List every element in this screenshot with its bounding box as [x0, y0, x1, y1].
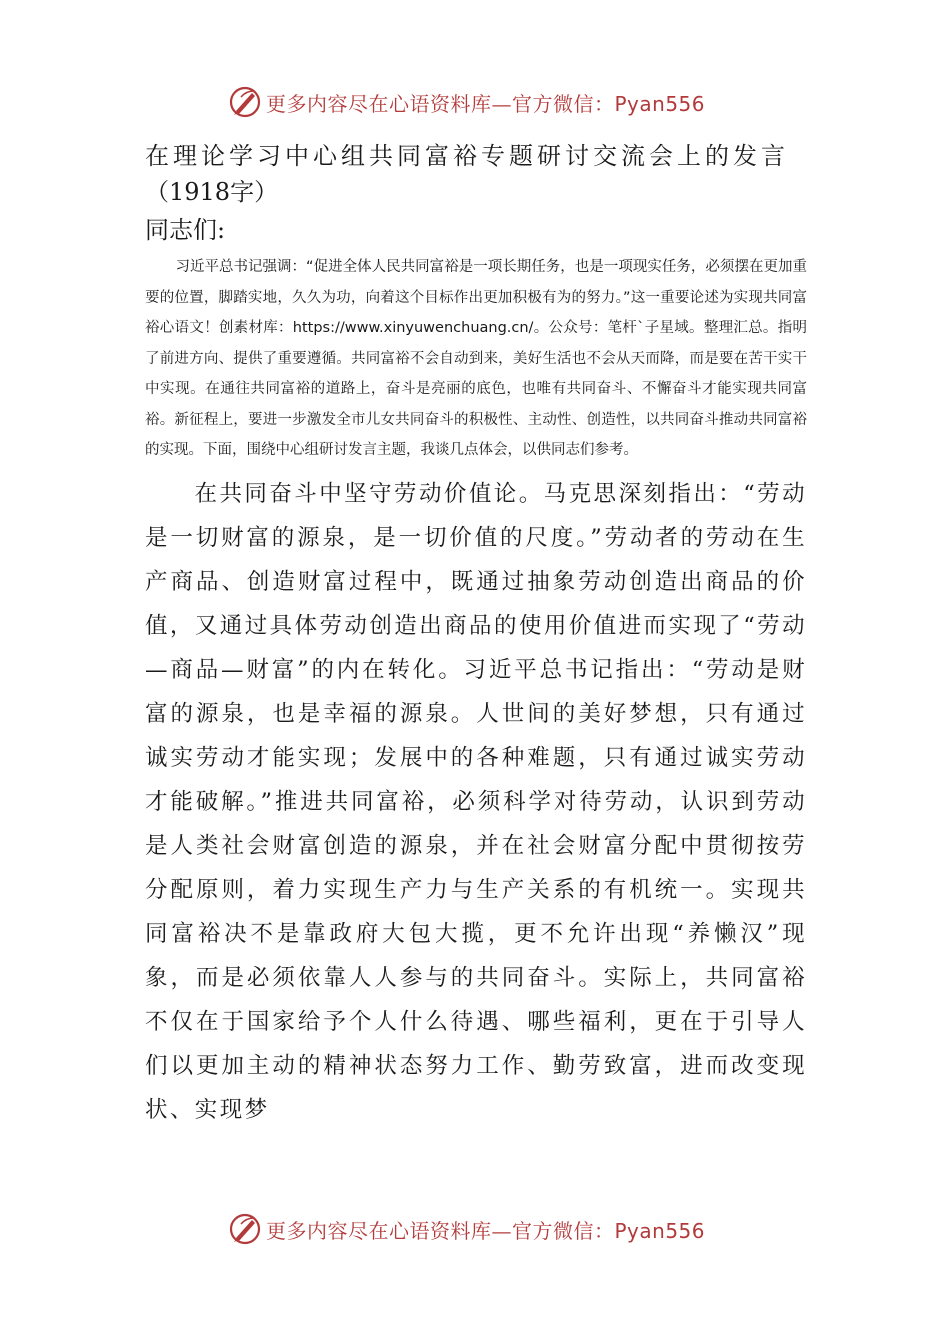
salutation: 同志们:: [145, 216, 226, 244]
footer-banner: [228, 1209, 728, 1249]
banner-text: 更多内容尽在心语资料库—官方微信：Pyan556: [266, 91, 706, 116]
document-body: [145, 138, 807, 1132]
document-subtitle: （1918字）: [145, 178, 279, 206]
intro-paragraph: 习近平总书记强调：“促进全体人民共同富裕是一项长期任务，也是一项现实任务，必须摆在更加重要的位置，脚踏实地，久久为功，向着这个目标作出更加积极有为的努力。”这一重要论述为实现共同富裕心语文！创素材库：https://www.xinyuwenchuang.cn/。公众号：笔杆`子星域。整理汇总。指明了前进方向、提供了重要遵循。共同富裕不会自动到来，美好生活也不会从天而降，而是要在苦干实干中实现。在通往共同富裕的道路上，奋斗是亮丽的底色，也唯有共同奋斗、不懈奋斗才能实现共同富裕。新征程上，要进一步激发全市儿女共同奋斗的积极性、主动性、创造性，以共同奋斗推动共同富裕的实现。下面，围绕中心组研讨发言主题，我谈几点体会，以供同志们参考。: [145, 259, 807, 458]
pen-logo-icon: [228, 1212, 262, 1246]
body-paragraph: 在共同奋斗中坚守劳动价值论。马克思深刻指出：“劳动是一切财富的源泉，是一切价值的尺度。”劳动者的劳动在生产商品、创造财富过程中，既通过抽象劳动创造出商品的价值，又通过具体劳动创造出商品的使用价值进而实现了“劳动—商品—财富”的内在转化。习近平总书记指出：“劳动是财富的源泉，也是幸福的源泉。人世间的美好梦想，只有通过诚实劳动才能实现；发展中的各种难题，只有通过诚实劳动才能破解。”推进共同富裕，必须科学对待劳动，认识到劳动是人类社会财富创造的源泉，并在社会财富分配中贯彻按劳分配原则，着力实现生产力与生产关系的有机统一。实现共同富裕决不是靠政府大包大揽，更不允许出现“养懒汉”现象，而是必须依靠人人参与的共同奋斗。实际上，共同富裕不仅在于国家给予个人什么待遇、哪些福利，更在于引导人们以更加主动的精神状态努力工作、勤劳致富，进而改变现状、实现梦: [145, 480, 807, 1123]
pen-logo-icon: [228, 85, 262, 119]
header-banner: [228, 82, 728, 122]
document-title: 在理论学习中心组共同富裕专题研讨交流会上的发言: [145, 142, 789, 170]
banner-text: 更多内容尽在心语资料库—官方微信：Pyan556: [266, 1218, 706, 1243]
